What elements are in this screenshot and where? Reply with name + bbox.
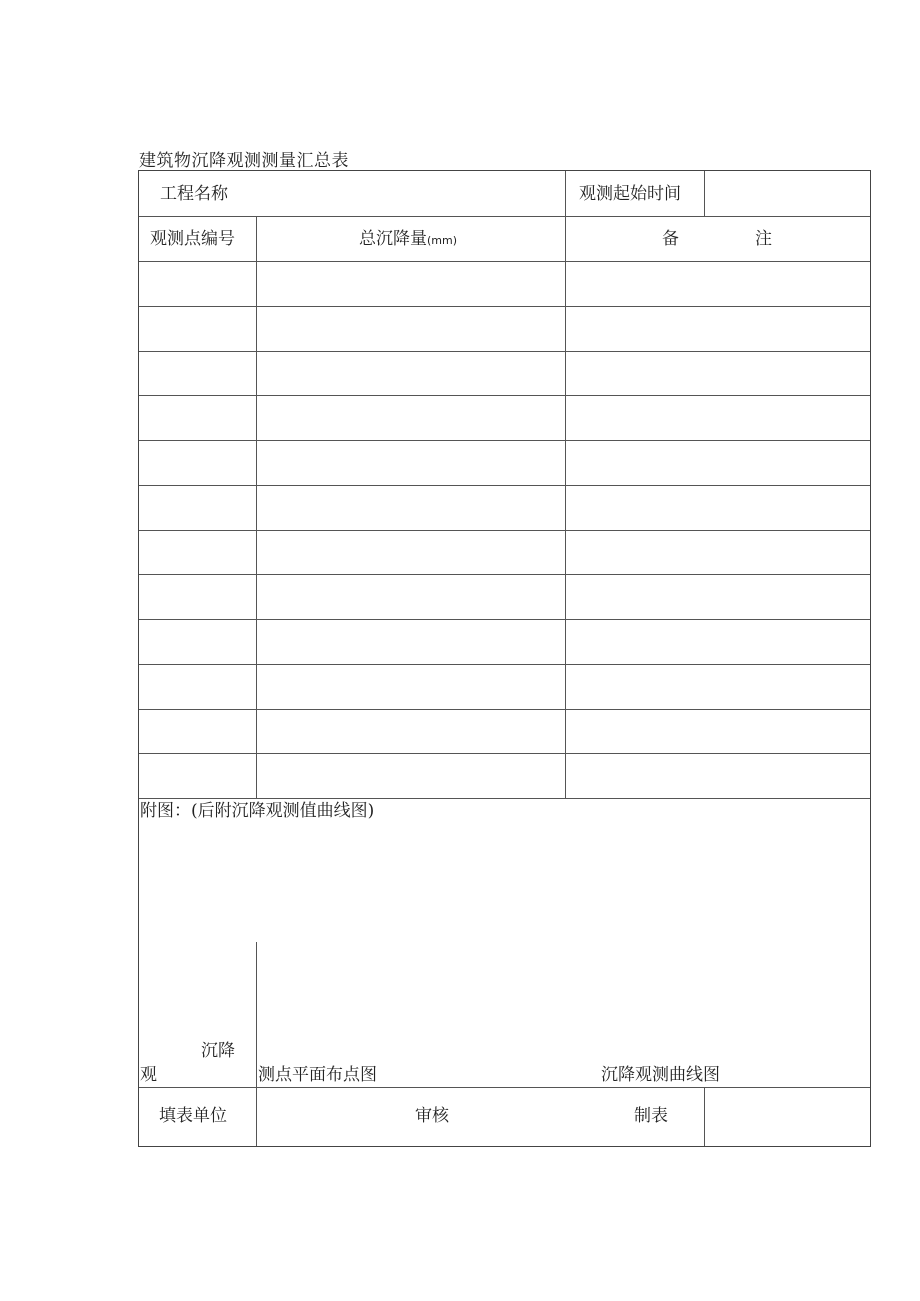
start-time-label: 观测起始时间 xyxy=(579,184,681,204)
column-divider xyxy=(704,1087,705,1146)
table-row xyxy=(139,530,870,575)
layout-plan-caption: 测点平面布点图 xyxy=(258,1065,377,1085)
attachment-divider xyxy=(256,942,257,1087)
table-row xyxy=(139,664,870,709)
settlement-summary-table xyxy=(138,170,871,1147)
make-table-label: 制表 xyxy=(634,1106,668,1126)
fill-unit-label: 填表单位 xyxy=(159,1106,227,1126)
left-caption-bottom: 观 xyxy=(140,1065,157,1085)
remark-header-1: 备 xyxy=(662,229,679,249)
point-no-header: 观测点编号 xyxy=(150,229,235,249)
row-divider xyxy=(139,1087,870,1088)
column-divider xyxy=(256,1087,257,1146)
review-label: 审核 xyxy=(415,1106,449,1126)
table-row xyxy=(139,440,870,485)
row-divider xyxy=(139,216,870,217)
column-divider xyxy=(565,171,566,216)
table-row xyxy=(139,709,870,754)
table-row xyxy=(139,485,870,530)
table-row xyxy=(139,261,870,306)
column-divider xyxy=(704,171,705,216)
unit-label: (mm) xyxy=(427,234,458,247)
table-row xyxy=(139,351,870,396)
left-caption-top: 沉降 xyxy=(201,1041,235,1061)
remark-header-2: 注 xyxy=(755,229,772,249)
attachment-label: 附图：(后附沉降观测值曲线图) xyxy=(140,801,375,821)
project-name-label: 工程名称 xyxy=(160,184,228,204)
table-row xyxy=(139,574,870,619)
table-row xyxy=(139,306,870,351)
total-settlement-header xyxy=(359,229,457,251)
curve-chart-caption: 沉降观测曲线图 xyxy=(601,1065,720,1085)
table-row xyxy=(139,753,870,798)
total-settlement-label: 总沉降量 xyxy=(359,229,427,249)
row-divider xyxy=(139,798,870,799)
form-title: 建筑物沉降观测测量汇总表 xyxy=(139,151,349,171)
table-row xyxy=(139,619,870,664)
table-row xyxy=(139,395,870,440)
